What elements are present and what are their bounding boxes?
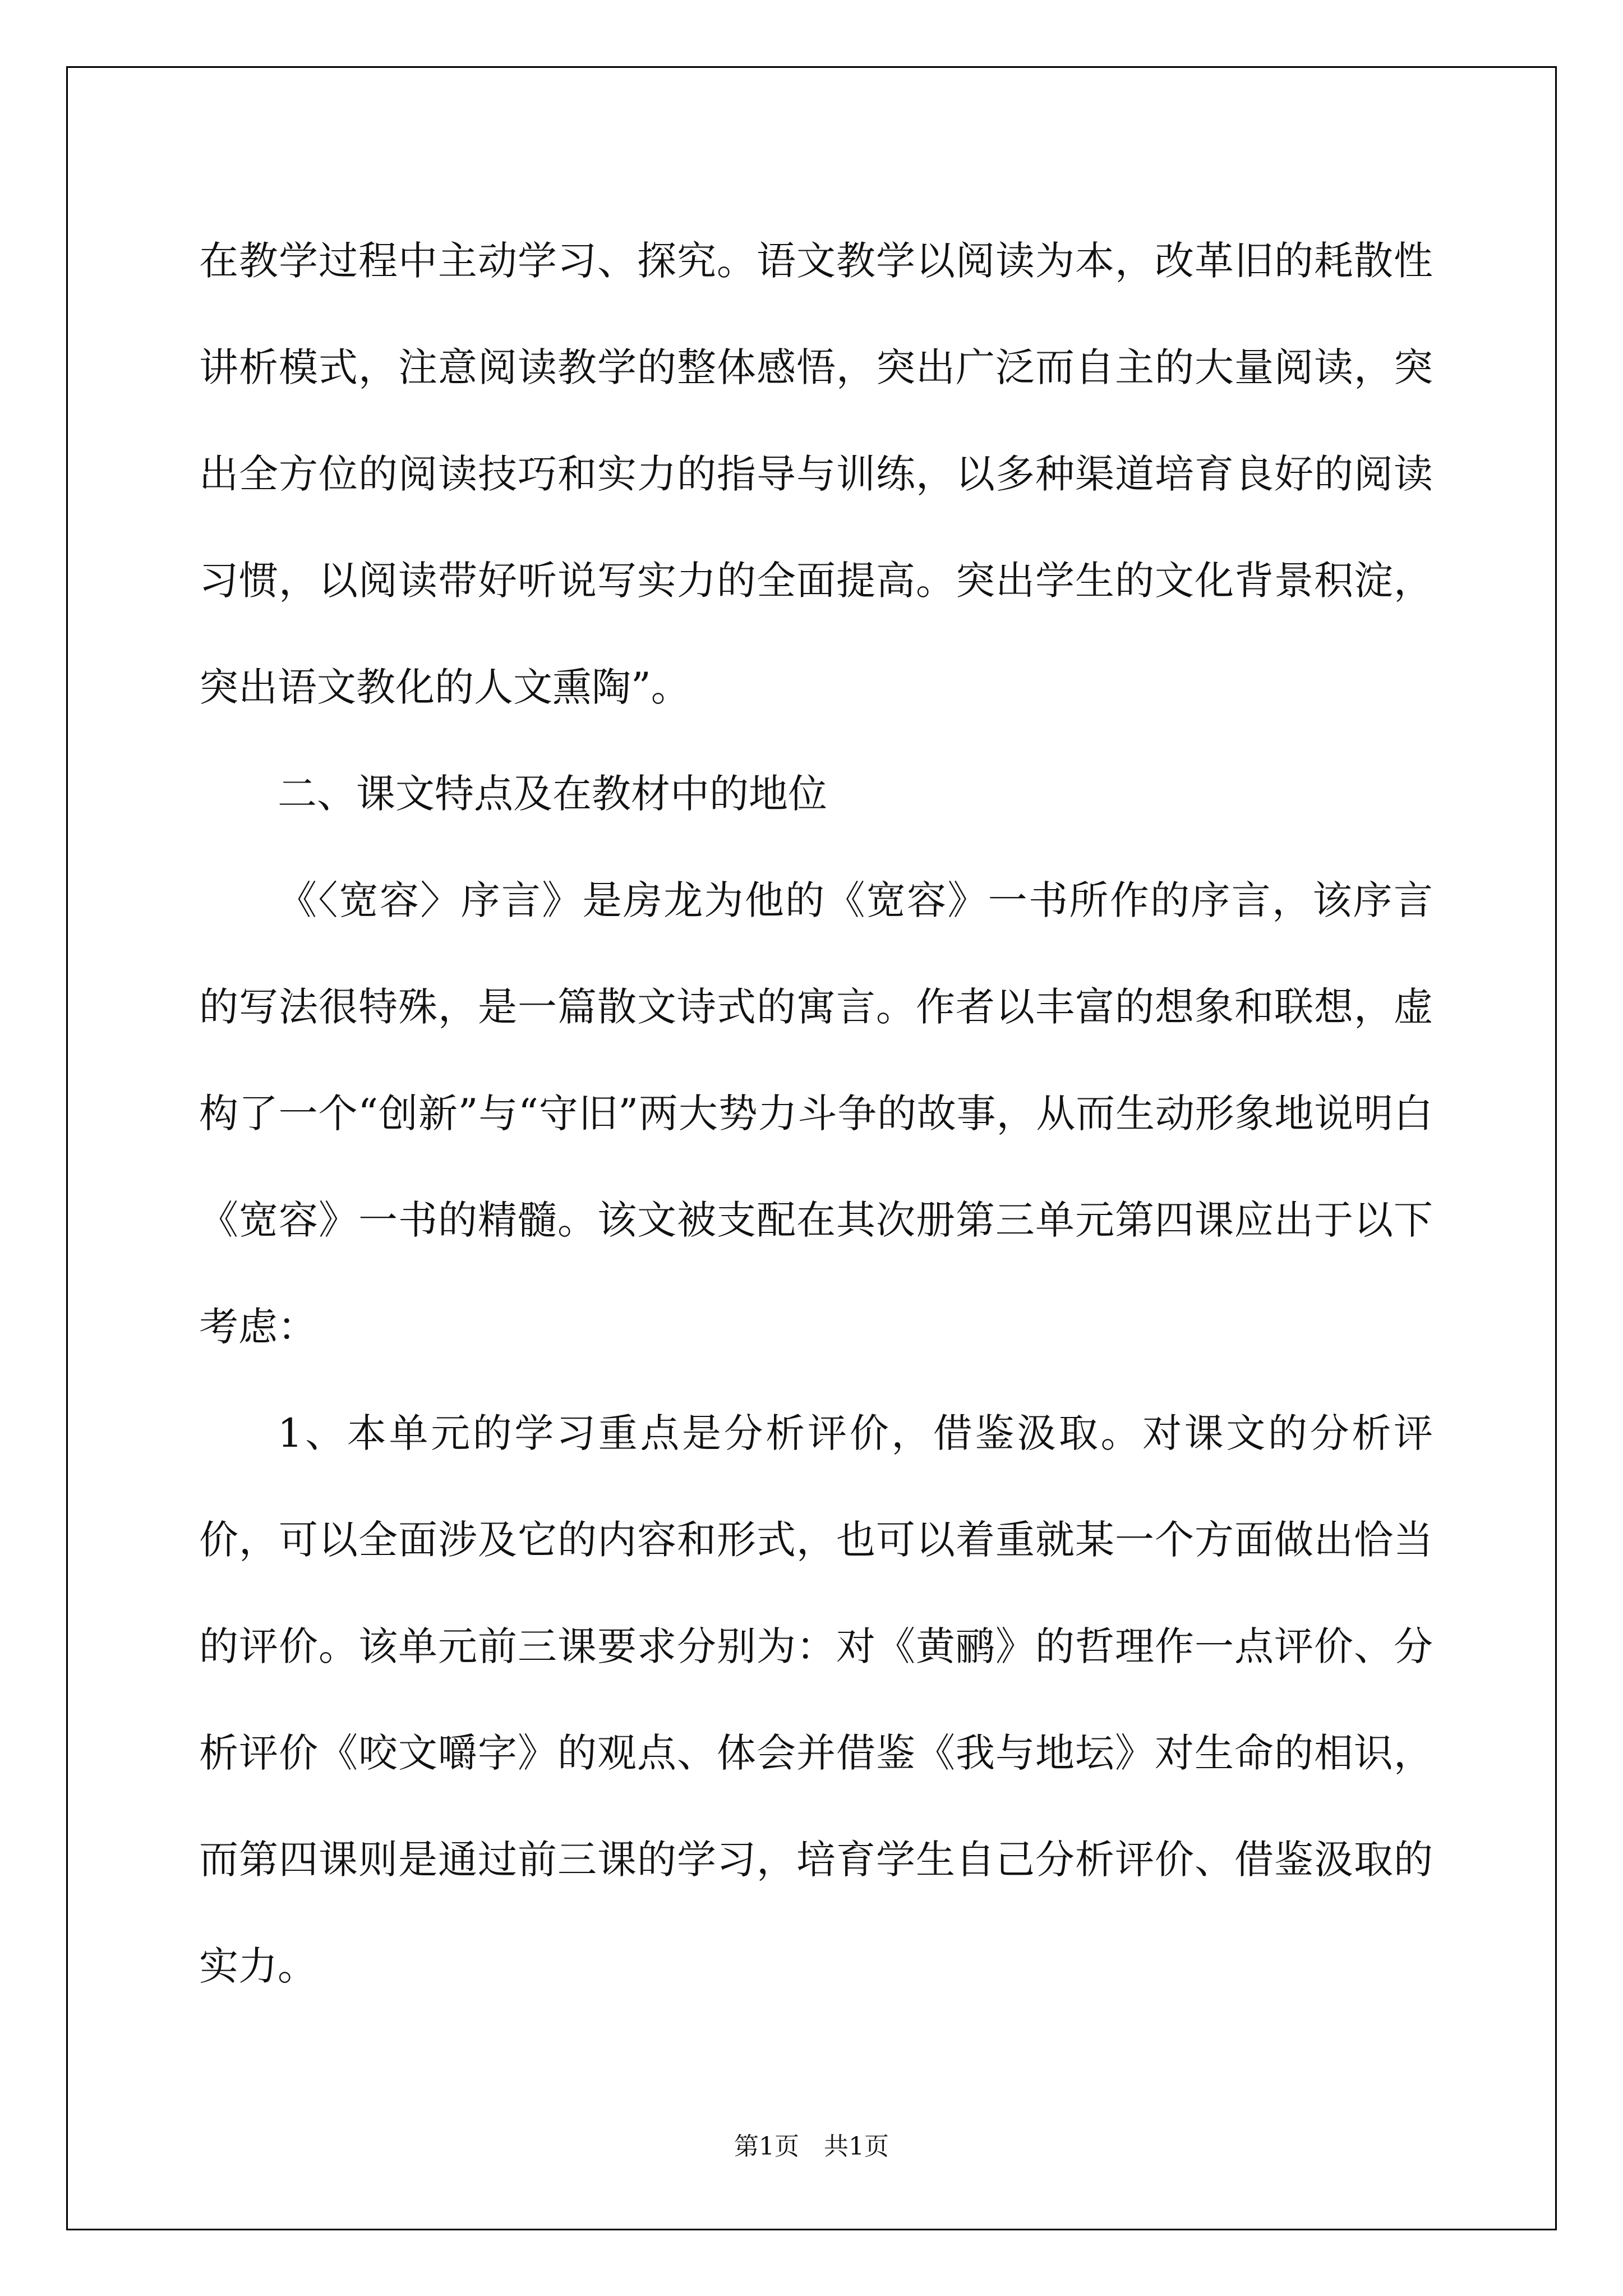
- paragraph-3: 1、本单元的学习重点是分析评价，借鉴汲取。对课文的分析评价，可以全面涉及它的内容和形式，也可以着重就某一个方面做出恰当的评价。该单元前三课要求分别为：对《黄鹂》的哲理作一点评价、分析评价《咬文嚼字》的观点、体会并借鉴《我与地坛》对生命的相识，而第四课则是通过前三课的学习，培育学生自己分析评价、借鉴汲取的实力。: [199, 1410, 1433, 1989]
- paragraph-1: 在教学过程中主动学习、探究。语文教学以阅读为本，改革旧的耗散性讲析模式，注意阅读教学的整体感悟，突出广泛而自主的大量阅读，突出全方位的阅读技巧和实力的指导与训练，以多种渠道培育良好的阅读习惯，以阅读带好听说写实力的全面提高。突出学生的文化背景积淀，突出语文教化的人文熏陶”。: [199, 238, 1433, 710]
- document-body: [199, 208, 1433, 2019]
- page-number-footer: 第1页 共1页: [734, 2132, 889, 2161]
- paragraph-2: 《〈宽容〉序言》是房龙为他的《宽容》一书所作的序言，该序言的写法很特殊，是一篇散文诗式的寓言。作者以丰富的想象和联想，虚构了一个“创新”与“守旧”两大势力斗争的故事，从而生动形象地说明白《宽容》一书的精髓。该文被支配在其次册第三单元第四课应出于以下考虑：: [199, 877, 1433, 1350]
- section-heading: 二、课文特点及在教材中的地位: [278, 771, 827, 817]
